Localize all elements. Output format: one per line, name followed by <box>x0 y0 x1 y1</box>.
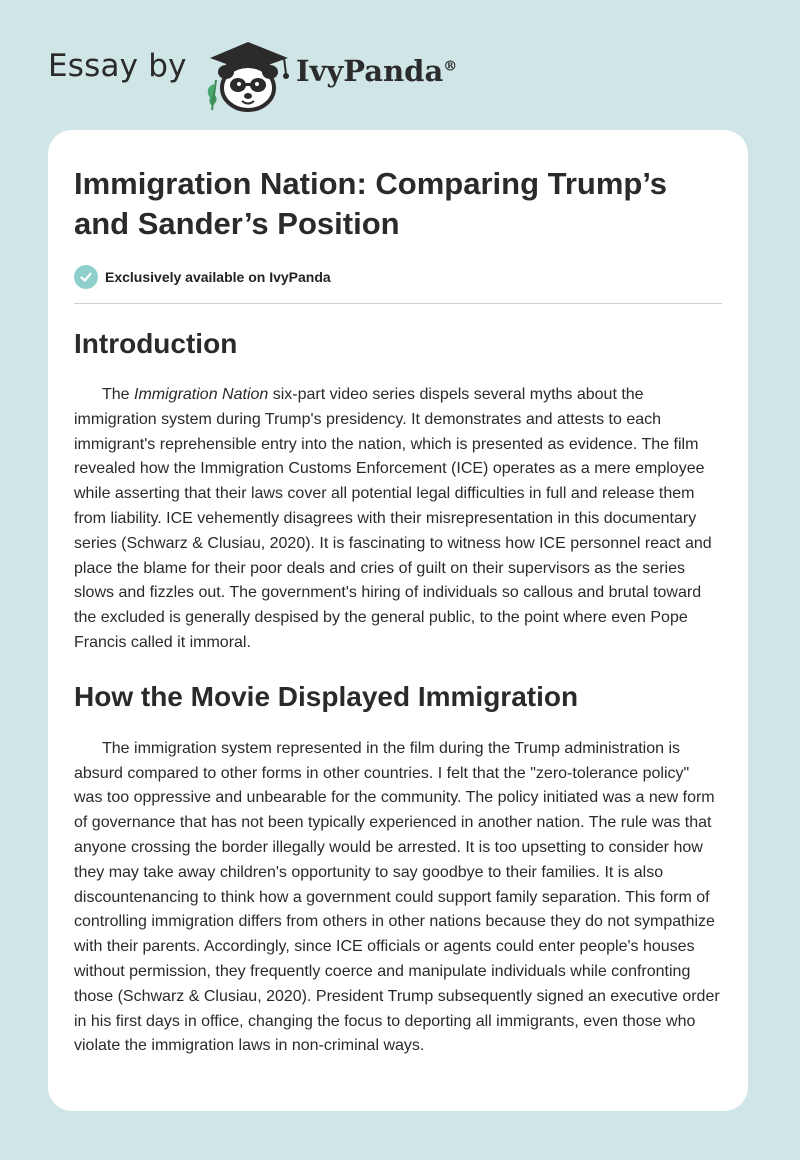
section-heading-movie: How the Movie Displayed Immigration <box>74 680 579 712</box>
essay-by-label: Essay by <box>48 48 187 84</box>
panda-graduate-logo-icon[interactable] <box>200 36 296 112</box>
film-title-emphasis: Immigration Nation <box>134 386 269 403</box>
brand-name[interactable] <box>296 54 457 88</box>
brand-name-text: IvyPanda <box>296 54 444 88</box>
paragraph-introduction <box>74 383 722 656</box>
paragraph-movie: The immigration system represented in the film during the Trump administration is absurd compared to other forms in other countries. I felt that the "zero-tolerance policy" was too oppressive and unbearable for the community. The policy initiated was a new form of governance that has not been typically experienced in another nation. The rule was that anyone crossing the border illegally would be arrested. It is too upsetting to consider how they may take away children's opportunity to say goodbye to their families. It is also discountenancing to think how a government could support family separation. This form of controlling immigration differs from others in other nations because they do not sympathize with their parents. Accordingly, since ICE officials or agents could enter people's houses without permission, they frequently coerce and manipulate individuals while confronting those (Schwarz & Clusiau, 2020). President Trump subsequently signed an executive order in his first days in office, changing the focus to deporting all immigrants, even those who violate the immigration laws in non-criminal ways. <box>74 739 720 1055</box>
registered-mark: ® <box>443 58 458 75</box>
paragraph-introduction-pre: The <box>102 386 135 403</box>
site-header <box>48 36 748 112</box>
paragraph-introduction-post: six-part video series dispels several myths about the immigration system during Trump's presidency. It demonstrates and attests to each immigrant's reprehensible entry into the nation, which is presented as evidence. The film revealed how the Immigration Customs Enforcement (ICE) operates as a mere employee while asserting that their laws cover all potential legal difficulties in full and release them from liability. ICE vehemently disagrees with their misrepresentation in this documentary series (Schwarz & Clusiau, 2020). It is fascinating to witness how ICE personnel react and place the blame for their poor deals and cries of guilt on their supervisors as the series slows and fizzles out. The government's hiring of individuals so callous and brutal toward the excluded is generally despised by the general public, to the point where even Pope Francis called it immoral. <box>74 386 712 651</box>
section-heading-introduction: Introduction <box>74 328 238 359</box>
exclusive-text: Exclusively available on IvyPanda <box>105 269 331 285</box>
divider <box>74 303 722 304</box>
check-circle-icon <box>74 265 98 289</box>
exclusive-badge <box>74 264 722 290</box>
page-title: Immigration Nation: Comparing Trump’s and Sander’s Position <box>74 166 668 241</box>
essay-card <box>48 130 748 1111</box>
